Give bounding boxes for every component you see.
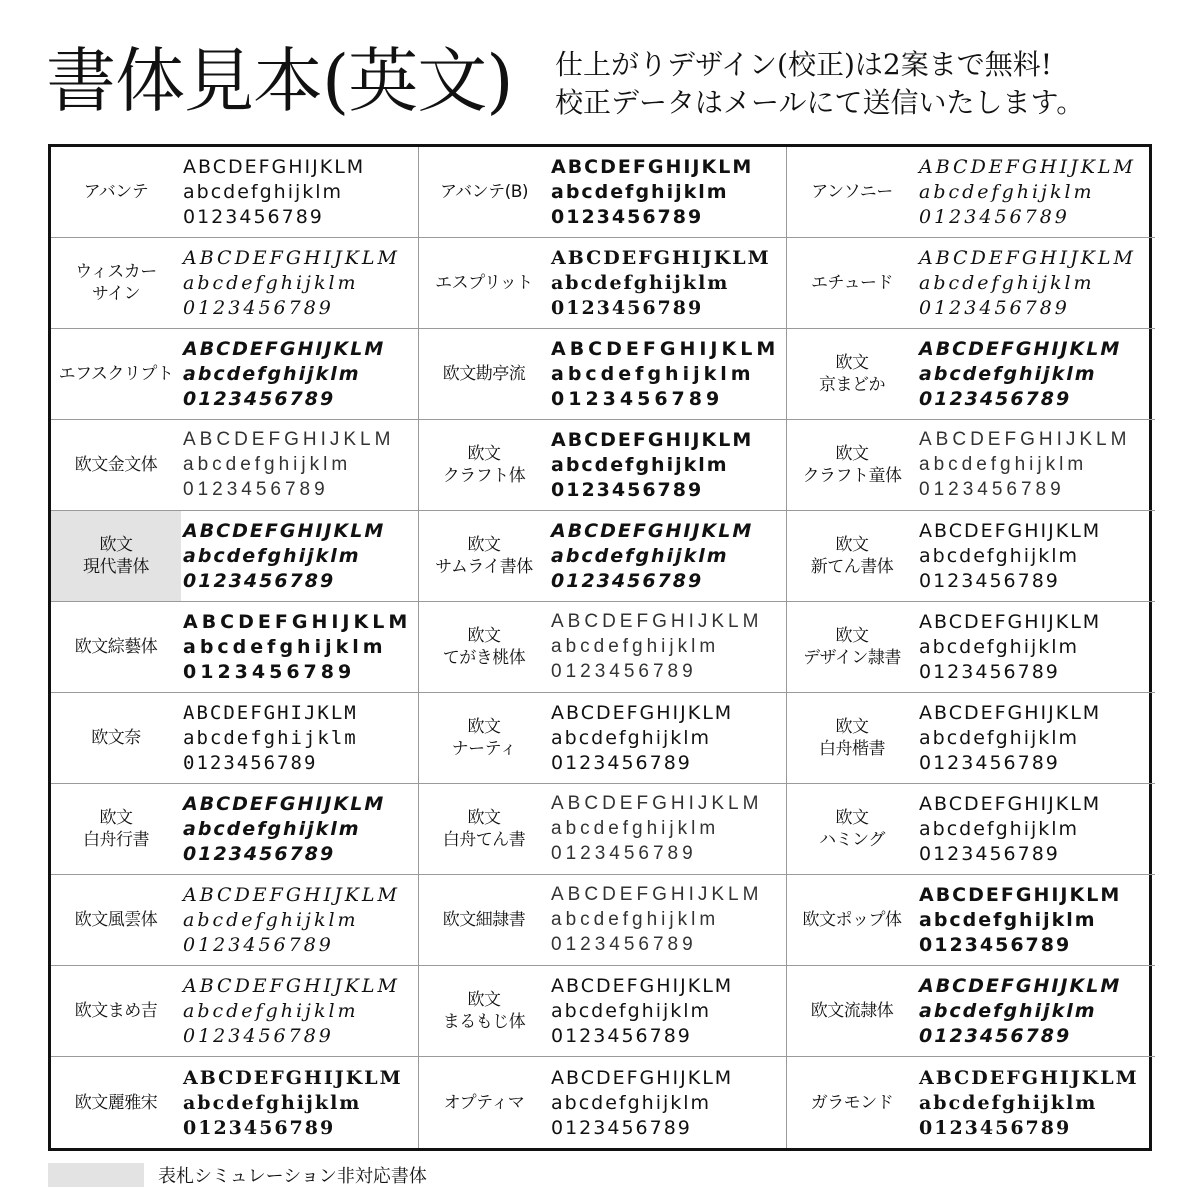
font-sample-cell	[51, 1057, 419, 1148]
sample-upper: ABCDEFGHIJKLM	[183, 1066, 403, 1089]
sample-digits: 0123456789	[919, 1116, 1072, 1139]
sample-lower: abcdefghijklm	[919, 545, 1080, 567]
sample-digits: 0123456789	[919, 570, 1060, 592]
font-sample	[549, 246, 786, 320]
sample-upper: ABCDEFGHIJKLM	[919, 611, 1102, 633]
font-sample-cell	[419, 329, 787, 420]
font-sample-cell	[787, 420, 1155, 511]
font-name: アバンテ	[83, 182, 149, 202]
font-sample	[181, 519, 418, 593]
font-sample	[549, 883, 786, 957]
font-sample-grid	[48, 144, 1152, 1151]
sample-digits: 0123456789	[551, 388, 724, 410]
font-sample	[181, 701, 418, 775]
font-sample-cell	[787, 329, 1155, 420]
font-name: エフスクリプト	[58, 364, 174, 384]
sample-upper: ABCDEFGHIJKLM	[183, 156, 366, 178]
font-sample	[181, 1066, 418, 1140]
font-sample-cell	[51, 238, 419, 329]
sample-digits: 0123456789	[551, 479, 704, 501]
font-sample-cell	[419, 1057, 787, 1148]
sample-upper: ABCDEFGHIJKLM	[551, 611, 763, 632]
sample-digits: 0123456789	[183, 388, 336, 410]
font-sample	[181, 155, 418, 229]
font-name: 欧文 白舟てん書	[442, 808, 526, 850]
font-sample	[917, 792, 1155, 866]
sample-lower: abcdefghijklm	[919, 454, 1088, 475]
sample-digits: 0123456789	[183, 1116, 336, 1139]
font-name: 欧文 ハミング	[819, 808, 885, 850]
font-sample-cell	[419, 511, 787, 602]
font-name: 欧文風雲体	[74, 910, 158, 930]
font-sample-cell	[51, 875, 419, 966]
font-sample-cell	[51, 693, 419, 784]
sample-upper: ABCDEFGHIJKLM	[183, 247, 400, 269]
font-name: オプティマ	[443, 1092, 525, 1113]
font-name: 欧文 てがき桃体	[442, 626, 526, 668]
sample-lower: abcdefghijklm	[183, 545, 361, 567]
font-name: 欧文 白舟行書	[83, 808, 149, 850]
sample-lower: abcdefghijklm	[183, 727, 358, 749]
font-sample	[917, 883, 1155, 957]
font-sample	[181, 428, 418, 502]
font-sample-cell	[51, 784, 419, 875]
font-sample-cell	[419, 147, 787, 238]
sample-upper: ABCDEFGHIJKLM	[919, 520, 1102, 542]
font-name: 欧文綜藝体	[74, 637, 158, 657]
sample-digits: 0123456789	[183, 206, 324, 228]
font-name: 欧文麗雅宋	[74, 1092, 158, 1113]
sample-upper: ABCDEFGHIJKLM	[183, 338, 386, 360]
font-sample-cell	[787, 238, 1155, 329]
sample-digits: 0123456789	[551, 297, 704, 319]
sample-upper: ABCDEFGHIJKLM	[551, 1066, 734, 1089]
sample-upper: ABCDEFGHIJKLM	[919, 247, 1136, 269]
sample-lower: abcdefghijklm	[919, 818, 1080, 840]
font-sample-cell	[419, 238, 787, 329]
sample-digits: 0123456789	[919, 297, 1070, 319]
sample-digits: 0123456789	[183, 934, 334, 956]
sample-upper: ABCDEFGHIJKLM	[183, 520, 386, 542]
sample-upper: ABCDEFGHIJKLM	[551, 975, 734, 997]
font-name: 欧文 京まどか	[819, 353, 885, 395]
sample-digits: 0123456789	[183, 570, 336, 592]
font-name: 欧文 サムライ書体	[435, 535, 533, 577]
sample-digits: 0123456789	[551, 206, 704, 228]
sample-lower: abcdefghijklm	[551, 1091, 712, 1114]
sample-upper: ABCDEFGHIJKLM	[183, 975, 400, 997]
font-name: 欧文勘亭流	[442, 364, 526, 384]
font-sample	[917, 519, 1155, 593]
sample-upper: ABCDEFGHIJKLM	[551, 338, 780, 360]
font-sample-cell	[419, 875, 787, 966]
sample-lower: abcdefghijklm	[551, 727, 712, 749]
sample-lower: abcdefghijklm	[919, 636, 1080, 658]
font-name: ガラモンド	[810, 1092, 894, 1113]
sample-lower: abcdefghijklm	[919, 363, 1097, 385]
sample-lower: abcdefghijklm	[183, 363, 361, 385]
font-sample-cell	[51, 511, 419, 602]
sample-lower: abcdefghijklm	[919, 727, 1080, 749]
font-sample-cell	[51, 147, 419, 238]
legend	[48, 1162, 427, 1188]
sample-lower: abcdefghijklm	[919, 272, 1095, 294]
font-sample-cell	[51, 329, 419, 420]
sample-upper: ABCDEFGHIJKLM	[919, 793, 1102, 815]
sample-lower: abcdefghijklm	[551, 636, 720, 657]
sample-upper: ABCDEFGHIJKLM	[183, 793, 386, 815]
sample-digits: 0123456789	[183, 1025, 334, 1047]
sample-upper: ABCDEFGHIJKLM	[551, 520, 754, 542]
font-sample-cell	[419, 966, 787, 1057]
sample-digits: 0123456789	[183, 752, 318, 774]
font-name: 欧文 クラフト童体	[802, 444, 902, 486]
sample-lower: abcdefghijklm	[551, 363, 755, 385]
font-sample	[917, 428, 1155, 502]
font-name: 欧文 白舟楷書	[819, 717, 885, 759]
sample-digits: 0123456789	[551, 1025, 692, 1047]
font-sample	[549, 792, 786, 866]
sample-digits: 0123456789	[919, 206, 1070, 228]
font-sample-cell	[787, 784, 1155, 875]
sample-lower: abcdefghijklm	[183, 272, 359, 294]
font-sample	[181, 337, 418, 411]
sample-lower: abcdefghijklm	[919, 1091, 1098, 1114]
font-sample	[917, 610, 1155, 684]
font-sample-cell	[787, 693, 1155, 784]
sample-upper: ABCDEFGHIJKLM	[919, 975, 1122, 997]
sample-digits: 0123456789	[551, 661, 697, 682]
sample-lower: abcdefghijklm	[551, 1000, 712, 1022]
font-sample	[181, 974, 418, 1048]
font-name: 欧文細隷書	[442, 910, 526, 930]
sample-lower: abcdefghijklm	[551, 545, 729, 567]
sample-digits: 0123456789	[919, 934, 1072, 956]
font-sample-cell	[51, 420, 419, 511]
font-sample	[181, 883, 418, 957]
font-name: ウィスカー サイン	[75, 262, 157, 304]
sample-digits: 0123456789	[919, 479, 1065, 500]
sample-digits: 0123456789	[919, 1025, 1072, 1047]
sample-digits: 0123456789	[919, 388, 1072, 410]
sample-upper: ABCDEFGHIJKLM	[551, 884, 763, 905]
sample-lower: abcdefghijklm	[183, 1000, 359, 1022]
font-name: 欧文ポップ体	[802, 910, 902, 930]
font-sample	[549, 701, 786, 775]
font-name: 欧文 新てん書体	[810, 535, 894, 577]
sample-digits: 0123456789	[183, 843, 336, 865]
font-sample-cell	[787, 602, 1155, 693]
sample-upper: ABCDEFGHIJKLM	[183, 702, 358, 724]
font-sample-cell	[419, 602, 787, 693]
font-sample	[549, 974, 786, 1048]
font-sample-cell	[787, 1057, 1155, 1148]
font-sample	[917, 246, 1155, 320]
font-sample	[549, 428, 786, 502]
font-name: 欧文金文体	[74, 455, 158, 475]
sample-upper: ABCDEFGHIJKLM	[919, 156, 1136, 178]
sample-lower: abcdefghijklm	[551, 818, 720, 839]
sample-lower: abcdefghijklm	[183, 818, 361, 840]
sample-upper: ABCDEFGHIJKLM	[183, 884, 400, 906]
font-name: 欧文 ナーティ	[451, 717, 517, 759]
font-name: 欧文 クラフト体	[442, 444, 526, 486]
sample-upper: ABCDEFGHIJKLM	[551, 429, 754, 451]
sample-digits: 0123456789	[551, 752, 692, 774]
font-name: アンソニー	[811, 182, 893, 202]
font-sample-cell	[51, 966, 419, 1057]
font-name: 欧文まめ吉	[74, 1001, 158, 1021]
sample-lower: abcdefghijklm	[919, 181, 1095, 203]
sample-lower: abcdefghijklm	[183, 454, 352, 475]
sample-upper: ABCDEFGHIJKLM	[919, 702, 1102, 724]
sample-lower: abcdefghijklm	[551, 272, 730, 294]
font-name: 欧文 まるもじ体	[442, 990, 526, 1032]
font-name: 欧文流隷体	[810, 1001, 894, 1021]
font-name: 欧文 現代書体	[51, 511, 181, 601]
font-sample	[917, 337, 1155, 411]
sample-upper: ABCDEFGHIJKLM	[551, 793, 763, 814]
sample-digits: 0123456789	[919, 843, 1060, 865]
sample-lower: abcdefghijklm	[183, 1091, 362, 1114]
legend-swatch	[48, 1163, 144, 1187]
font-sample	[917, 155, 1155, 229]
sample-digits: 0123456789	[183, 661, 356, 683]
sample-lower: abcdefghijklm	[919, 1000, 1097, 1022]
font-name: エスプリット	[435, 273, 533, 293]
font-sample	[181, 246, 418, 320]
font-sample	[917, 701, 1155, 775]
sample-digits: 0123456789	[919, 752, 1060, 774]
subtitle-line-2: 校正データはメールにて送信いたします。	[555, 86, 1085, 119]
sample-upper: ABCDEFGHIJKLM	[183, 611, 412, 633]
sample-upper: ABCDEFGHIJKLM	[183, 429, 395, 450]
font-sample	[917, 1066, 1155, 1140]
font-sample	[549, 519, 786, 593]
sample-upper: ABCDEFGHIJKLM	[551, 702, 734, 724]
font-name: 欧文奈	[91, 728, 141, 748]
font-sample-cell	[51, 602, 419, 693]
sample-digits: 0123456789	[183, 479, 329, 500]
font-sample	[549, 337, 786, 411]
sample-upper: ABCDEFGHIJKLM	[919, 1066, 1139, 1089]
sample-digits: 0123456789	[183, 297, 334, 319]
font-sample-cell	[419, 784, 787, 875]
sample-digits: 0123456789	[551, 843, 697, 864]
sample-lower: abcdefghijklm	[183, 636, 387, 658]
sample-lower: abcdefghijklm	[551, 454, 729, 476]
font-name: 欧文 デザイン隷書	[803, 626, 901, 668]
page-subtitle	[555, 46, 1084, 122]
font-sample-cell	[787, 147, 1155, 238]
sample-lower: abcdefghijklm	[551, 181, 729, 203]
font-name: アバンテ(B)	[439, 182, 529, 202]
font-sample	[917, 974, 1155, 1048]
subtitle-line-1: 仕上がりデザイン(校正)は2案まで無料!	[555, 48, 1052, 81]
sample-upper: ABCDEFGHIJKLM	[919, 429, 1131, 450]
font-sample	[549, 610, 786, 684]
sample-digits: 0123456789	[551, 570, 704, 592]
font-sample-cell	[787, 966, 1155, 1057]
sample-digits: 0123456789	[551, 1116, 692, 1139]
page-title: 書体見本(英文)	[46, 40, 513, 122]
sample-upper: ABCDEFGHIJKLM	[919, 884, 1122, 906]
font-sample-cell	[787, 875, 1155, 966]
sample-lower: abcdefghijklm	[551, 909, 720, 930]
legend-label: 表札シミュレーション非対応書体	[158, 1166, 427, 1187]
sample-lower: abcdefghijklm	[183, 909, 359, 931]
font-sample-cell	[787, 511, 1155, 602]
font-sample-cell	[419, 693, 787, 784]
font-sample	[549, 1066, 786, 1140]
sample-upper: ABCDEFGHIJKLM	[551, 156, 754, 178]
font-sample	[549, 155, 786, 229]
font-name: エチュード	[811, 273, 893, 293]
sample-lower: abcdefghijklm	[183, 181, 344, 203]
sample-digits: 0123456789	[551, 934, 697, 955]
font-sample-cell	[419, 420, 787, 511]
sample-upper: ABCDEFGHIJKLM	[551, 247, 771, 269]
sample-digits: 0123456789	[919, 661, 1060, 683]
sample-lower: abcdefghijklm	[919, 909, 1097, 931]
font-sample	[181, 792, 418, 866]
font-sample	[181, 610, 418, 684]
sample-upper: ABCDEFGHIJKLM	[919, 338, 1122, 360]
